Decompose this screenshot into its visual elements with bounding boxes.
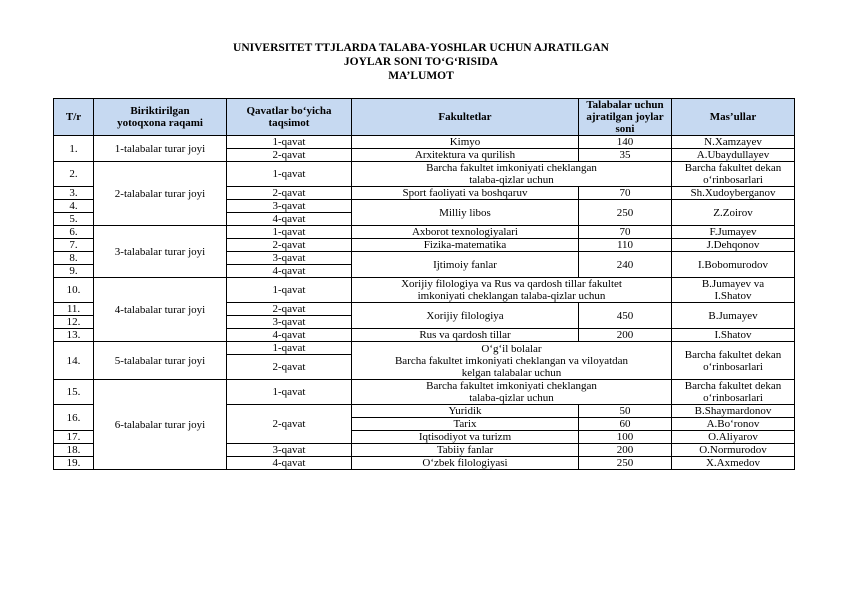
- places-cell: 35: [579, 149, 672, 162]
- table-row: [54, 278, 795, 303]
- faculty-cell: Arxitektura va qurilish: [352, 149, 579, 162]
- floor-cell: 1-qavat: [227, 136, 352, 149]
- row-number: 6.: [54, 226, 94, 239]
- floor-cell: 1-qavat: [227, 226, 352, 239]
- table-row: [54, 136, 795, 149]
- dormitory-allocation-table: [53, 98, 795, 470]
- places-cell: 240: [579, 252, 672, 278]
- faculty-cell: Barcha fakultet imkoniyati cheklangan talaba-qizlar uchun: [352, 162, 672, 187]
- places-cell: 200: [579, 329, 672, 342]
- faculty-cell: Ijtimoiy fanlar: [352, 252, 579, 278]
- dorm-cell: 6-talabalar turar joyi: [94, 380, 227, 470]
- responsible-cell: A.Ubaydullayev: [672, 149, 795, 162]
- table-row: [54, 380, 795, 405]
- faculty-cell: Axborot texnologiyalari: [352, 226, 579, 239]
- places-cell: 100: [579, 431, 672, 444]
- dorm-cell: 5-talabalar turar joyi: [94, 342, 227, 380]
- places-cell: 450: [579, 303, 672, 329]
- row-number: 8.: [54, 252, 94, 265]
- responsible-cell: Z.Zoirov: [672, 200, 795, 226]
- row-number: 11.: [54, 303, 94, 316]
- row-number: 15.: [54, 380, 94, 405]
- places-cell: 50: [579, 405, 672, 418]
- faculty-cell: Fizika-matematika: [352, 239, 579, 252]
- responsible-cell: Barcha fakultet dekan o‘rinbosarlari: [672, 162, 795, 187]
- responsible-cell: B.Shaymardonov: [672, 405, 795, 418]
- places-cell: 200: [579, 444, 672, 457]
- header-places: Talabalar uchun ajratilgan joylar soni: [579, 99, 672, 136]
- responsible-cell: B.Jumayev: [672, 303, 795, 329]
- floor-cell: 2-qavat: [227, 405, 352, 444]
- row-number: 16.: [54, 405, 94, 431]
- responsible-cell: J.Dehqonov: [672, 239, 795, 252]
- floor-cell: 2-qavat: [227, 187, 352, 200]
- responsible-cell: Barcha fakultet dekan o‘rinbosarlari: [672, 342, 795, 380]
- faculty-cell: Kimyo: [352, 136, 579, 149]
- responsible-cell: Sh.Xudoyberganov: [672, 187, 795, 200]
- faculty-cell: Barcha fakultet imkoniyati cheklangan talaba-qizlar uchun: [352, 380, 672, 405]
- header-dorm: Biriktirilgan yotoqxona raqami: [94, 99, 227, 136]
- floor-cell: 2-qavat: [227, 239, 352, 252]
- responsible-cell: I.Bobomurodov: [672, 252, 795, 278]
- floor-cell: 4-qavat: [227, 265, 352, 278]
- row-number: 14.: [54, 342, 94, 380]
- faculty-cell: Tabiiy fanlar: [352, 444, 579, 457]
- responsible-cell: O.Aliyarov: [672, 431, 795, 444]
- row-number: 13.: [54, 329, 94, 342]
- responsible-cell: X.Axmedov: [672, 457, 795, 470]
- floor-cell: 4-qavat: [227, 329, 352, 342]
- floor-cell: 3-qavat: [227, 252, 352, 265]
- places-cell: 70: [579, 187, 672, 200]
- responsible-cell: N.Xamzayev: [672, 136, 795, 149]
- header-faculty: Fakultetlar: [352, 99, 579, 136]
- faculty-cell: O‘zbek filologiyasi: [352, 457, 579, 470]
- places-cell: 250: [579, 457, 672, 470]
- responsible-cell: Barcha fakultet dekan o‘rinbosarlari: [672, 380, 795, 405]
- faculty-cell: Xorijiy filologiya: [352, 303, 579, 329]
- row-number: 4.: [54, 200, 94, 213]
- floor-cell: 1-qavat: [227, 162, 352, 187]
- responsible-cell: I.Shatov: [672, 329, 795, 342]
- header-tr: T/r: [54, 99, 94, 136]
- header-row: [54, 99, 795, 136]
- dorm-cell: 1-talabalar turar joyi: [94, 136, 227, 162]
- floor-cell: 1-qavat: [227, 342, 352, 355]
- row-number: 1.: [54, 136, 94, 162]
- header-responsible: Mas’ullar: [672, 99, 795, 136]
- responsible-cell: F.Jumayev: [672, 226, 795, 239]
- header-floor: Qavatlar bo‘yicha taqsimot: [227, 99, 352, 136]
- floor-cell: 4-qavat: [227, 457, 352, 470]
- row-number: 19.: [54, 457, 94, 470]
- dorm-cell: 2-talabalar turar joyi: [94, 162, 227, 226]
- places-cell: 60: [579, 418, 672, 431]
- floor-cell: 3-qavat: [227, 444, 352, 457]
- responsible-cell: O.Normurodov: [672, 444, 795, 457]
- dorm-cell: 3-talabalar turar joyi: [94, 226, 227, 278]
- row-number: 2.: [54, 162, 94, 187]
- row-number: 17.: [54, 431, 94, 444]
- faculty-cell: Rus va qardosh tillar: [352, 329, 579, 342]
- floor-cell: 3-qavat: [227, 316, 352, 329]
- row-number: 9.: [54, 265, 94, 278]
- row-number: 10.: [54, 278, 94, 303]
- faculty-cell: O‘g‘il bolalar Barcha fakultet imkoniyati cheklangan va viloyatdan kelgan talabalar uchun: [352, 342, 672, 380]
- floor-cell: 2-qavat: [227, 303, 352, 316]
- responsible-cell: B.Jumayev va I.Shatov: [672, 278, 795, 303]
- row-number: 7.: [54, 239, 94, 252]
- faculty-cell: Yuridik: [352, 405, 579, 418]
- faculty-cell: Milliy libos: [352, 200, 579, 226]
- title-line-1: UNIVERSITET TTJLARDA TALABA-YOSHLAR UCHUN AJRATILGAN: [233, 42, 609, 54]
- faculty-cell: Sport faoliyati va boshqaruv: [352, 187, 579, 200]
- floor-cell: 1-qavat: [227, 278, 352, 303]
- row-number: 3.: [54, 187, 94, 200]
- row-number: 5.: [54, 213, 94, 226]
- responsible-cell: A.Bo‘ronov: [672, 418, 795, 431]
- title-line-2: JOYLAR SONI TO‘G‘RISIDA: [343, 56, 499, 68]
- faculty-cell: Iqtisodiyot va turizm: [352, 431, 579, 444]
- document-title: [0, 41, 842, 83]
- table-row: [54, 162, 795, 187]
- faculty-cell: Tarix: [352, 418, 579, 431]
- table-row: [54, 342, 795, 355]
- dorm-cell: 4-talabalar turar joyi: [94, 278, 227, 342]
- floor-cell: 4-qavat: [227, 213, 352, 226]
- floor-cell: 2-qavat: [227, 355, 352, 380]
- faculty-cell: Xorijiy filologiya va Rus va qardosh tillar fakultet imkoniyati cheklangan talaba-qizlar uchun: [352, 278, 672, 303]
- floor-cell: 2-qavat: [227, 149, 352, 162]
- places-cell: 70: [579, 226, 672, 239]
- row-number: 18.: [54, 444, 94, 457]
- places-cell: 250: [579, 200, 672, 226]
- table-row: [54, 226, 795, 239]
- floor-cell: 3-qavat: [227, 200, 352, 213]
- row-number: 12.: [54, 316, 94, 329]
- places-cell: 110: [579, 239, 672, 252]
- title-line-3: MA’LUMOT: [388, 70, 454, 82]
- places-cell: 140: [579, 136, 672, 149]
- floor-cell: 1-qavat: [227, 380, 352, 405]
